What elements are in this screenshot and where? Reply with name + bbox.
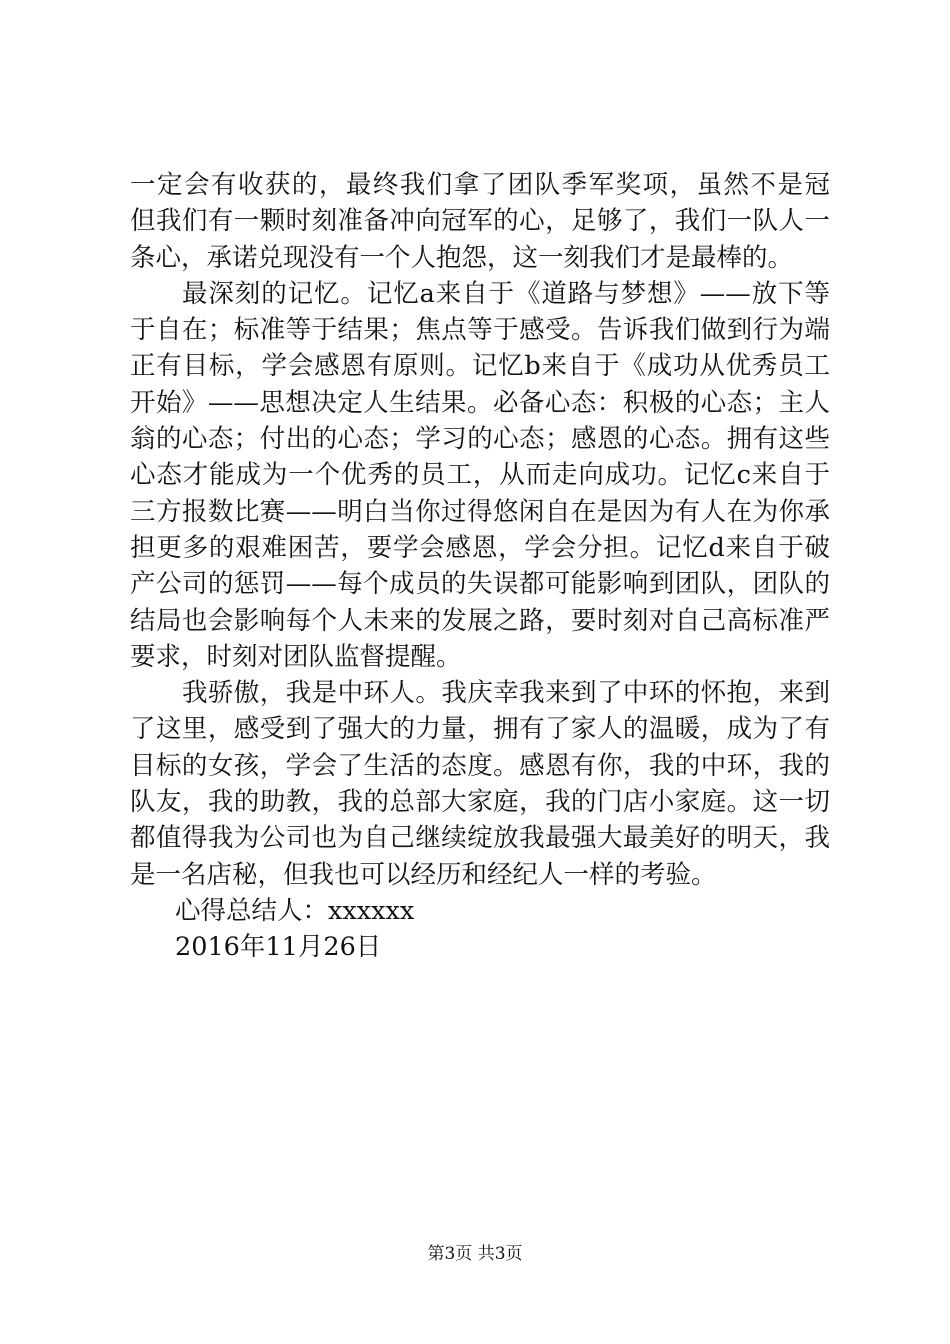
text-line: 开始》——思想决定人生结果。必备心态：积极的心态；主人 xyxy=(130,387,830,418)
text-line: 条心，承诺兑现没有一个人抱怨，这一刻我们才是最棒的。 xyxy=(130,242,794,273)
date-line: 2016年11月26日 xyxy=(175,932,382,963)
text-line: 于自在；标准等于结果；焦点等于感受。告诉我们做到行为端 xyxy=(130,315,830,346)
page-number-label: 第3页 共3页 xyxy=(427,1244,523,1264)
text-line: 了这里，感受到了强大的力量，拥有了家人的温暖，成为了有 xyxy=(130,714,830,745)
text-line: 是一名店秘，但我也可以经历和经纪人一样的考验。 xyxy=(130,859,717,890)
text-line: 翁的心态；付出的心态；学习的心态；感恩的心态。拥有这些 xyxy=(130,424,830,455)
text-line: 一定会有收获的，最终我们拿了团队季军奖项，虽然不是冠 xyxy=(130,170,830,200)
text-line: 担更多的艰难困苦，要学会感恩，学会分担。记忆d来自于破 xyxy=(130,532,830,563)
text-line: 结局也会影响每个人未来的发展之路，要时刻对自己高标准严 xyxy=(130,605,830,636)
text-line: 我骄傲，我是中环人。我庆幸我来到了中环的怀抱，来到 xyxy=(182,678,830,709)
text-line: 最深刻的记忆。记忆a来自于《道路与梦想》——放下等 xyxy=(182,278,830,309)
text-line: 都值得我为公司也为自己继续绽放我最强大最美好的明天，我 xyxy=(130,823,830,854)
text-line: 心态才能成为一个优秀的员工，从而走向成功。记忆c来自于 xyxy=(130,460,830,491)
signature-line: 心得总结人：xxxxxx xyxy=(175,895,415,926)
text-line: 但我们有一颗时刻准备冲向冠军的心，足够了，我们一队人一 xyxy=(130,206,830,237)
text-line: 目标的女孩，学会了生活的态度。感恩有你，我的中环，我的 xyxy=(130,750,830,781)
text-line: 要求，时刻对团队监督提醒。 xyxy=(130,641,462,672)
text-line: 正有目标，学会感恩有原则。记忆b来自于《成功从优秀员工 xyxy=(130,351,830,382)
text-line: 产公司的惩罚——每个成员的失误都可能影响到团队，团队的 xyxy=(130,569,830,600)
page-footer xyxy=(0,1244,950,1264)
text-line: 队友，我的助教，我的总部大家庭，我的门店小家庭。这一切 xyxy=(130,787,830,818)
text-line: 三方报数比赛——明白当你过得悠闲自在是因为有人在为你承 xyxy=(130,496,830,527)
document-body xyxy=(130,167,830,966)
